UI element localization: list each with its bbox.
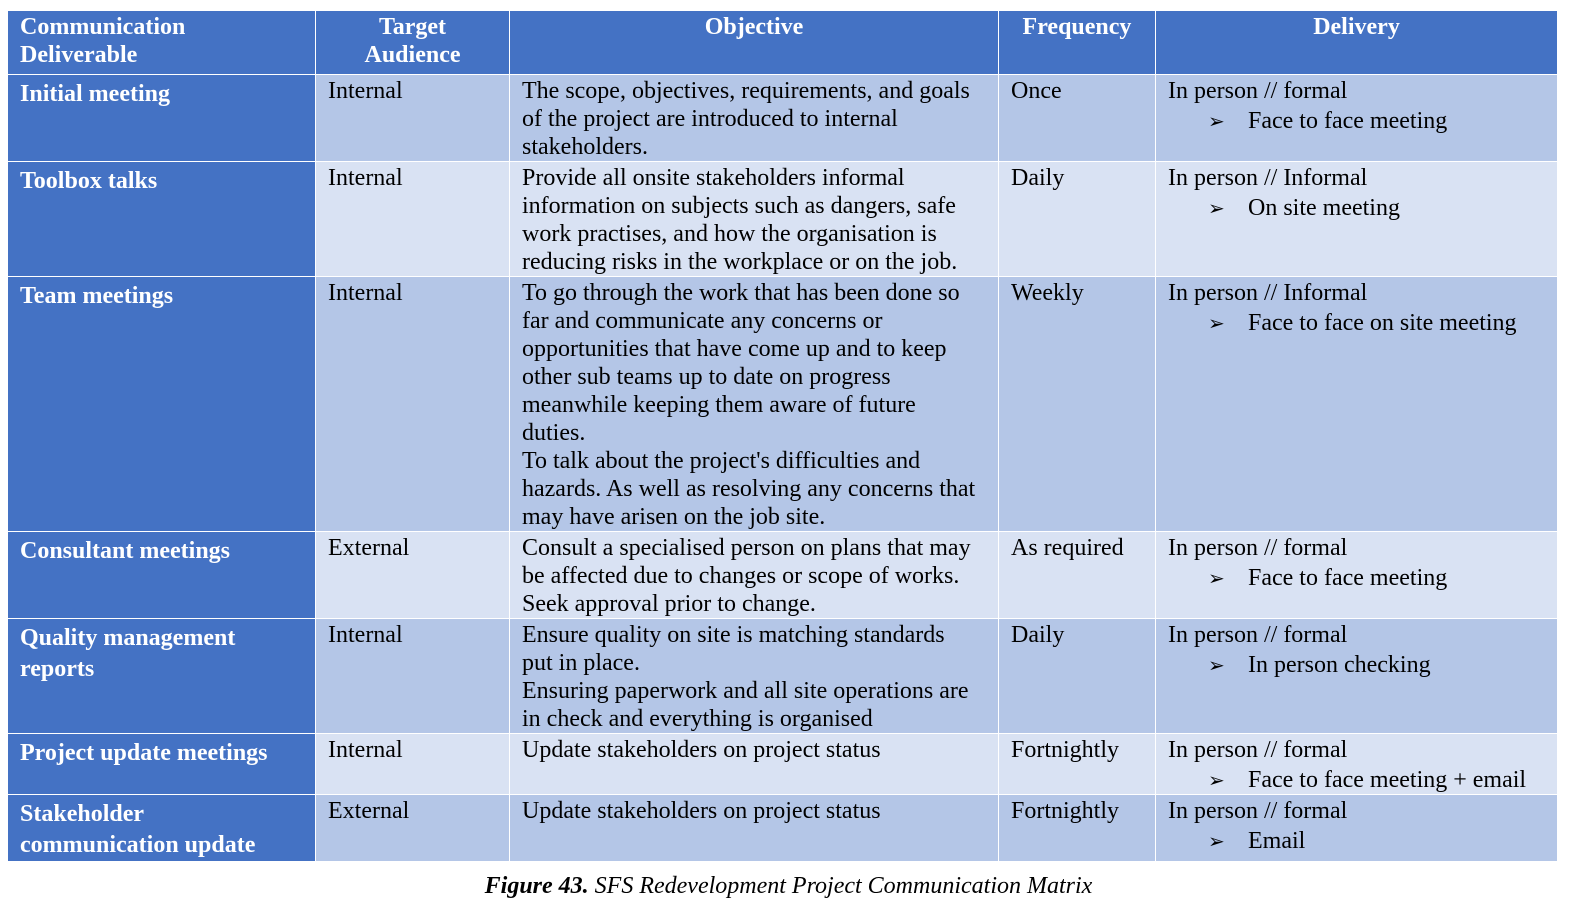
cell-objective <box>510 795 999 862</box>
objective-line: hazards. As well as resolving any concerns that <box>522 476 976 502</box>
delivery-detail: Email <box>1248 828 1306 854</box>
objective-line: Consult a specialised person on plans that may <box>522 535 971 561</box>
cell-frequency: Fortnightly <box>999 795 1156 862</box>
table-row <box>8 162 1558 277</box>
cell-target-audience: External <box>316 795 510 862</box>
table-row <box>8 277 1558 532</box>
cell-objective <box>510 734 999 795</box>
communication-matrix-table <box>7 10 1558 862</box>
cell-objective <box>510 277 999 532</box>
objective-line: in check and everything is organised <box>522 706 873 732</box>
objective-line: be affected due to changes or scope of works. <box>522 563 960 589</box>
cell-delivery <box>1156 75 1558 162</box>
objective-line: duties. <box>522 420 586 446</box>
header-frequency: Frequency <box>999 11 1156 75</box>
objective-line: of the project are introduced to internal <box>522 106 898 132</box>
cell-target-audience: Internal <box>316 75 510 162</box>
delivery-detail-item <box>1168 766 1545 794</box>
deliverable-line: Team meetings <box>20 283 174 309</box>
delivery-mode: In person // formal <box>1168 737 1348 763</box>
arrow-bullet-icon: ➢ <box>1208 653 1225 677</box>
header-row <box>8 11 1558 75</box>
delivery-detail-item <box>1168 107 1545 135</box>
cell-deliverable <box>8 734 316 795</box>
table-row <box>8 734 1558 795</box>
figure-number: Figure 43. <box>484 873 589 899</box>
delivery-detail-item <box>1168 827 1545 855</box>
cell-target-audience: Internal <box>316 734 510 795</box>
delivery-mode: In person // Informal <box>1168 280 1368 306</box>
deliverable-line: Stakeholder <box>20 801 145 827</box>
delivery-detail-item <box>1168 309 1545 337</box>
cell-deliverable <box>8 795 316 862</box>
deliverable-line: communication update <box>20 832 256 858</box>
header-objective: Objective <box>510 11 999 75</box>
delivery-mode: In person // formal <box>1168 622 1348 648</box>
objective-line: The scope, objectives, requirements, and goals <box>522 78 970 104</box>
deliverable-line: Consultant meetings <box>20 538 231 564</box>
table-row <box>8 75 1558 162</box>
delivery-detail: Face to face meeting <box>1248 565 1448 591</box>
cell-deliverable <box>8 277 316 532</box>
cell-delivery <box>1156 277 1558 532</box>
table-row <box>8 532 1558 619</box>
delivery-detail: Face to face meeting <box>1248 108 1448 134</box>
objective-line: work practises, and how the organisation is <box>522 221 937 247</box>
cell-frequency: Once <box>999 75 1156 162</box>
cell-deliverable <box>8 532 316 619</box>
cell-delivery <box>1156 795 1558 862</box>
header-delivery: Delivery <box>1156 11 1558 75</box>
delivery-mode: In person // Informal <box>1168 165 1368 191</box>
objective-line: Ensure quality on site is matching standards <box>522 622 945 648</box>
cell-delivery <box>1156 162 1558 277</box>
figure-title: SFS Redevelopment Project Communication Matrix <box>588 873 1093 899</box>
cell-frequency: Daily <box>999 619 1156 734</box>
objective-line: To go through the work that has been done so <box>522 280 960 306</box>
delivery-detail: Face to face meeting + email <box>1248 767 1527 793</box>
cell-delivery <box>1156 532 1558 619</box>
deliverable-line: Quality management <box>20 625 236 651</box>
objective-line: other sub teams up to date on progress <box>522 364 891 390</box>
objective-line: Provide all onsite stakeholders informal <box>522 165 905 191</box>
objective-line: meanwhile keeping them aware of future <box>522 392 916 418</box>
delivery-detail: Face to face on site meeting <box>1248 310 1517 336</box>
deliverable-line: Project update meetings <box>20 740 268 766</box>
cell-deliverable <box>8 162 316 277</box>
cell-objective <box>510 532 999 619</box>
objective-line: Seek approval prior to change. <box>522 591 816 617</box>
objective-line: put in place. <box>522 650 640 676</box>
arrow-bullet-icon: ➢ <box>1208 196 1225 220</box>
arrow-bullet-icon: ➢ <box>1208 768 1225 792</box>
cell-objective <box>510 619 999 734</box>
cell-frequency: Fortnightly <box>999 734 1156 795</box>
delivery-detail-item <box>1168 194 1545 222</box>
cell-delivery <box>1156 734 1558 795</box>
figure-caption <box>0 873 1577 900</box>
table-header <box>8 11 1558 75</box>
delivery-detail-item <box>1168 564 1545 592</box>
arrow-bullet-icon: ➢ <box>1208 566 1225 590</box>
objective-line: Ensuring paperwork and all site operations are <box>522 678 969 704</box>
cell-target-audience: Internal <box>316 162 510 277</box>
cell-frequency: Weekly <box>999 277 1156 532</box>
delivery-mode: In person // formal <box>1168 78 1348 104</box>
delivery-detail: On site meeting <box>1248 195 1400 221</box>
objective-line: Update stakeholders on project status <box>522 798 881 824</box>
arrow-bullet-icon: ➢ <box>1208 311 1225 335</box>
header-target-audience: Target Audience <box>316 11 510 75</box>
cell-frequency: Daily <box>999 162 1156 277</box>
cell-delivery <box>1156 619 1558 734</box>
objective-line: opportunities that have come up and to keep <box>522 336 947 362</box>
cell-objective <box>510 162 999 277</box>
objective-line: To talk about the project's difficulties and <box>522 448 921 474</box>
cell-objective <box>510 75 999 162</box>
deliverable-line: Toolbox talks <box>20 168 158 194</box>
deliverable-line: Initial meeting <box>20 81 170 107</box>
objective-line: reducing risks in the workplace or on the job. <box>522 249 958 275</box>
objective-line: may have arisen on the job site. <box>522 504 826 530</box>
objective-line: stakeholders. <box>522 134 648 160</box>
arrow-bullet-icon: ➢ <box>1208 109 1225 133</box>
objective-line: information on subjects such as dangers, safe <box>522 193 956 219</box>
objective-line: Update stakeholders on project status <box>522 737 881 763</box>
deliverable-line: reports <box>20 656 95 682</box>
arrow-bullet-icon: ➢ <box>1208 829 1225 853</box>
cell-deliverable <box>8 619 316 734</box>
cell-deliverable <box>8 75 316 162</box>
table-body <box>8 75 1558 862</box>
header-communication-deliverable: Communication Deliverable <box>8 11 316 75</box>
table-row <box>8 619 1558 734</box>
objective-line: far and communicate any concerns or <box>522 308 883 334</box>
delivery-detail: In person checking <box>1248 652 1431 678</box>
cell-frequency: As required <box>999 532 1156 619</box>
cell-target-audience: Internal <box>316 619 510 734</box>
cell-target-audience: Internal <box>316 277 510 532</box>
table-row <box>8 795 1558 862</box>
cell-target-audience: External <box>316 532 510 619</box>
delivery-mode: In person // formal <box>1168 798 1348 824</box>
delivery-mode: In person // formal <box>1168 535 1348 561</box>
delivery-detail-item <box>1168 651 1545 679</box>
